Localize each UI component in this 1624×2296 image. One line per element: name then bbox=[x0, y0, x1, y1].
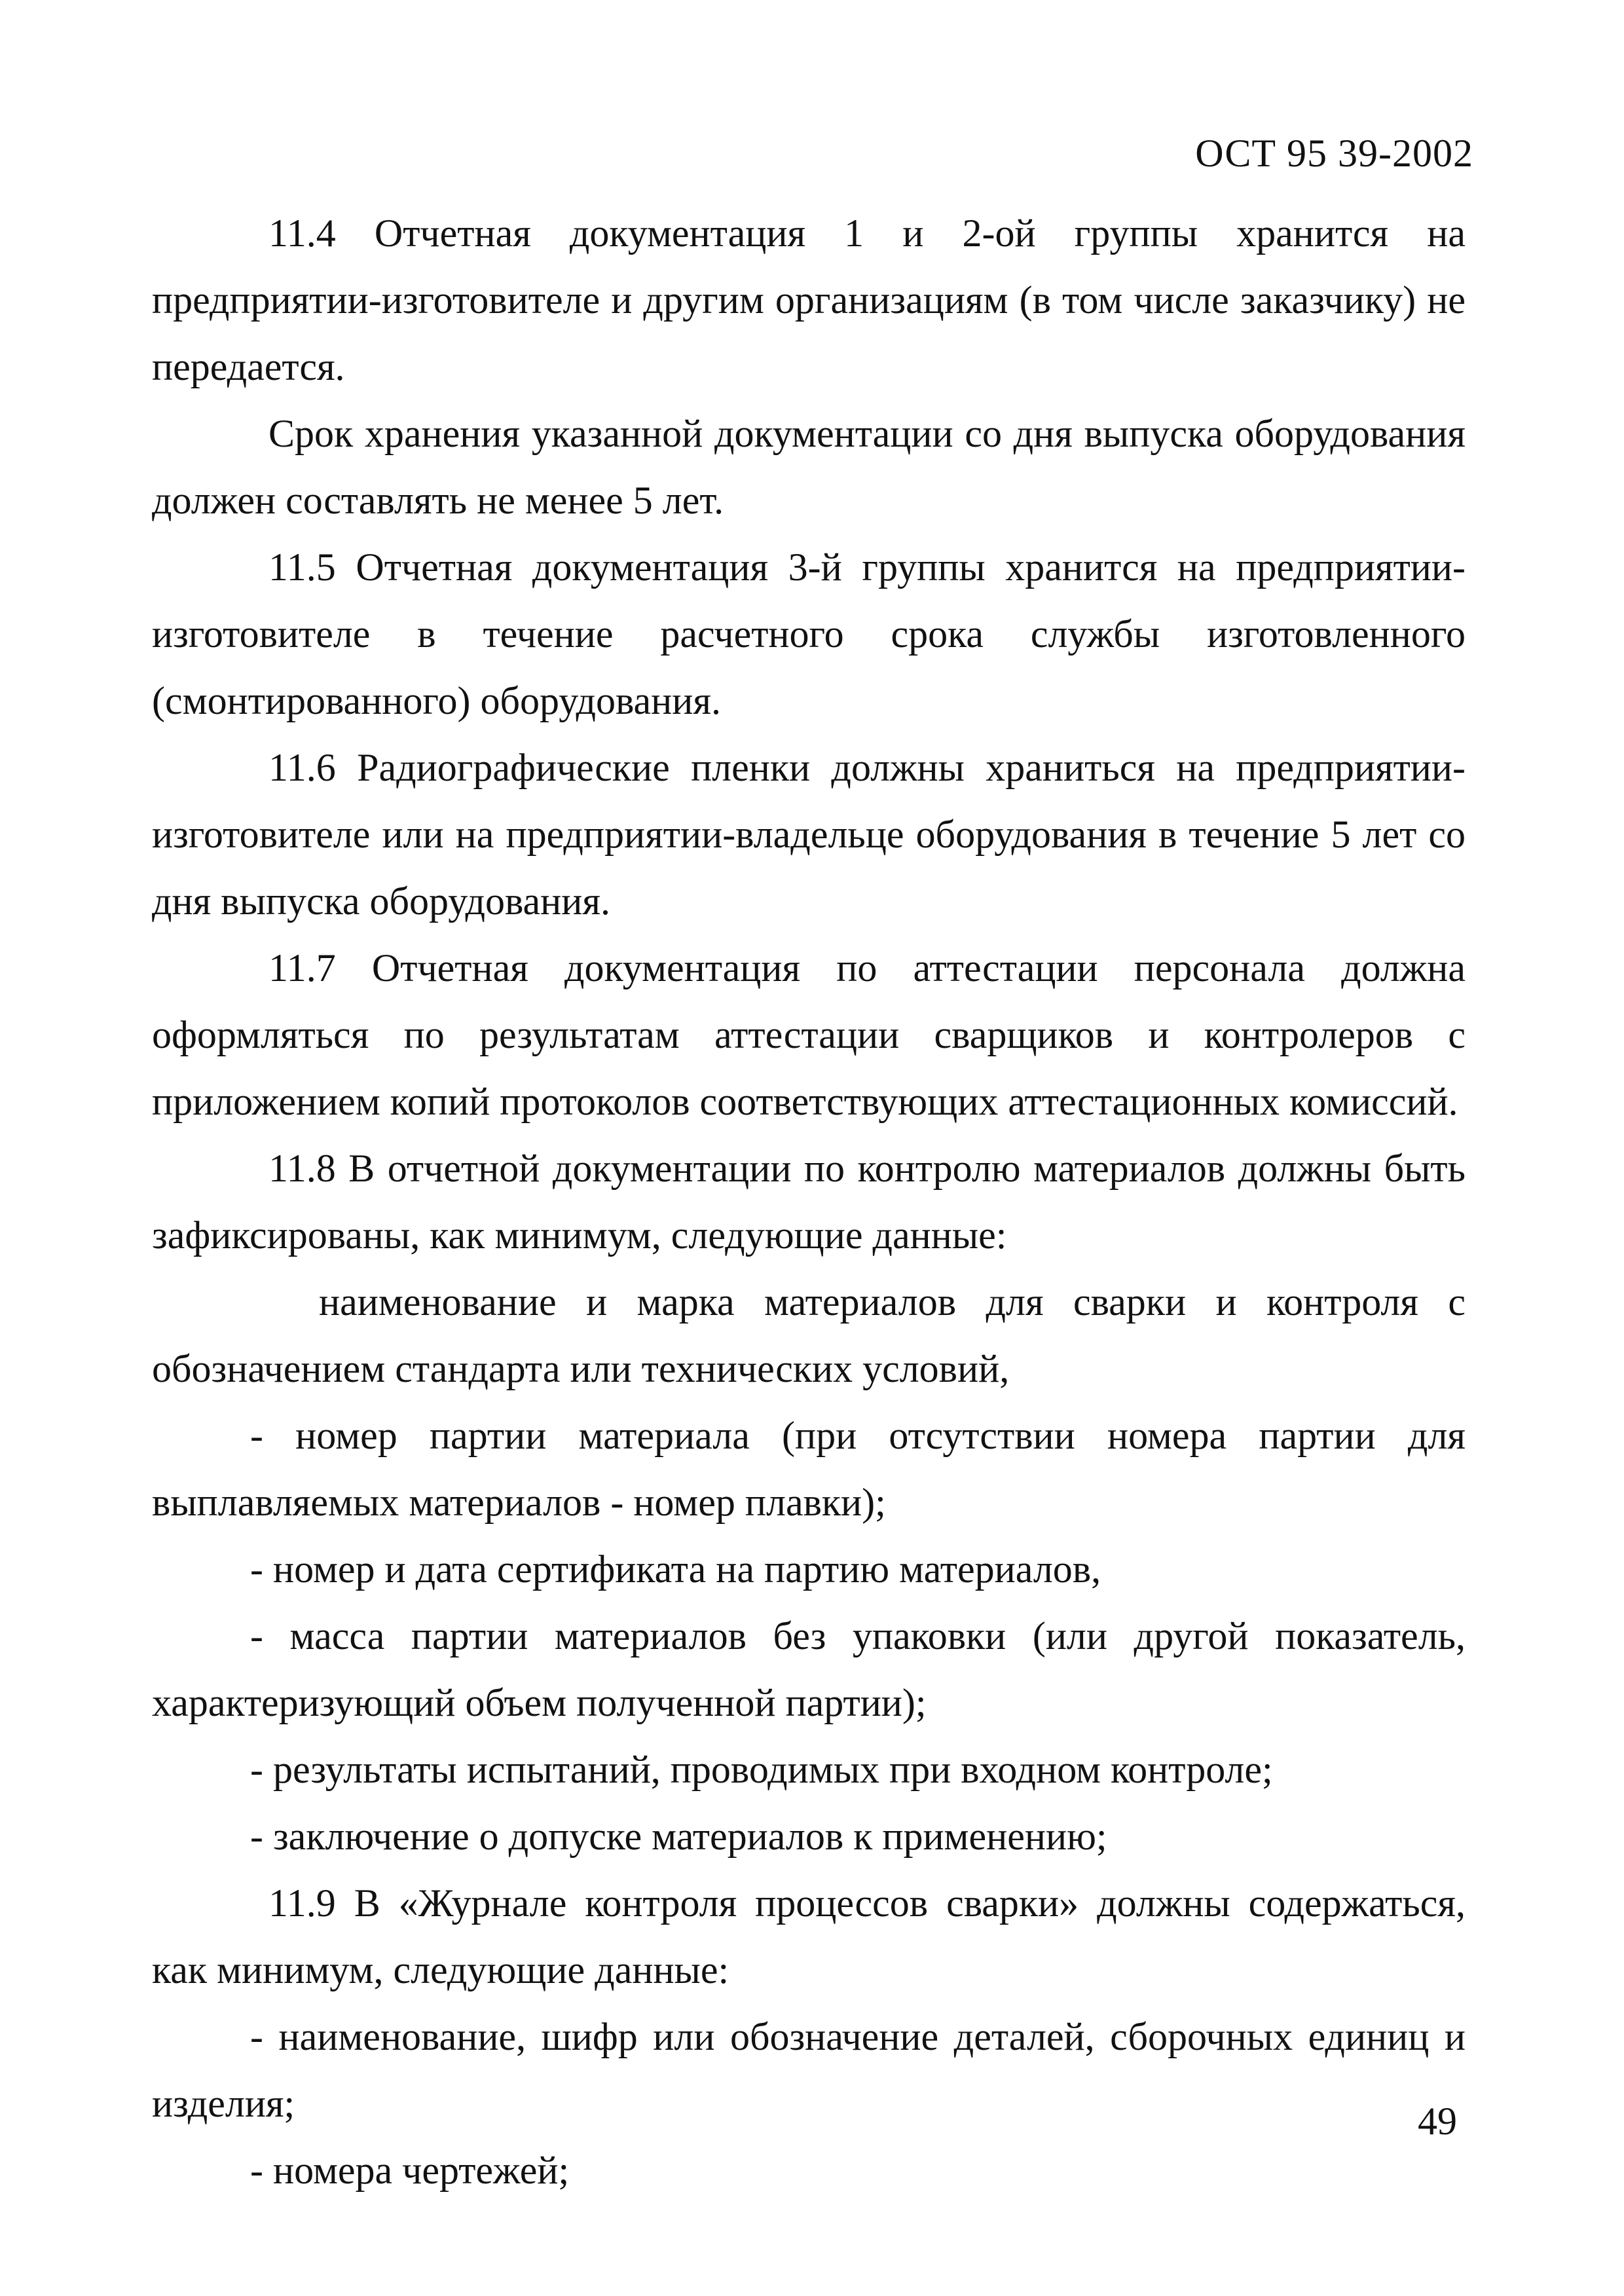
paragraph-11-7: 11.7 Отчетная документация по аттестации персонала должна оформляться по результатам аттестации сварщиков и контролеров с приложением копий протоколов соответствующих аттестационных комиссий. bbox=[152, 946, 1466, 1123]
list-item: - масса партии материалов без упаковки (или другой показатель, характеризующий объем полученной партии); bbox=[152, 1614, 1466, 1724]
paragraph-11-9: 11.9 В «Журнале контроля процессов сварки» должны содержаться, как минимум, следующие данные: bbox=[152, 1881, 1466, 1991]
list-item: - наименование, шифр или обозначение деталей, сборочных единиц и изделия; bbox=[152, 2015, 1466, 2125]
document-body bbox=[152, 200, 1466, 2204]
list-item: - номер партии материала (при отсутствии номера партии для выплавляемых материалов - номер плавки); bbox=[152, 1414, 1466, 1524]
paragraph-11-4: 11.4 Отчетная документация 1 и 2-ой группы хранится на предприятии-изготовителе и другим организациям (в том числе заказчику) не передается. bbox=[152, 212, 1466, 388]
paragraph-11-5: 11.5 Отчетная документация 3-й группы хранится на предприятии-изготовителе в течение расчетного срока службы изготовленного (смонтированного) оборудования. bbox=[152, 546, 1466, 722]
document-code-header: ОСТ 95 39-2002 bbox=[1195, 132, 1473, 175]
list-item: - номера чертежей; bbox=[250, 2149, 570, 2192]
list-item: - заключение о допуске материалов к применению; bbox=[250, 1815, 1107, 1858]
page-number: 49 bbox=[1418, 2100, 1457, 2143]
paragraph-11-6: 11.6 Радиографические пленки должны храниться на предприятии-изготовителе или на предприятии-владельце оборудования в течение 5 лет со дня выпуска оборудования. bbox=[152, 746, 1466, 923]
list-item: - результаты испытаний, проводимых при входном контроле; bbox=[250, 1748, 1273, 1791]
list-item: наименование и марка материалов для сварки и контроля с обозначением стандарта или технических условий, bbox=[152, 1280, 1466, 1390]
paragraph-11-4-retention: Срок хранения указанной документации со дня выпуска оборудования должен составлять не менее 5 лет. bbox=[152, 412, 1466, 522]
list-item: - номер и дата сертификата на партию материалов, bbox=[250, 1547, 1101, 1591]
paragraph-11-8: 11.8 В отчетной документации по контролю материалов должны быть зафиксированы, как минимум, следующие данные: bbox=[152, 1147, 1466, 1257]
